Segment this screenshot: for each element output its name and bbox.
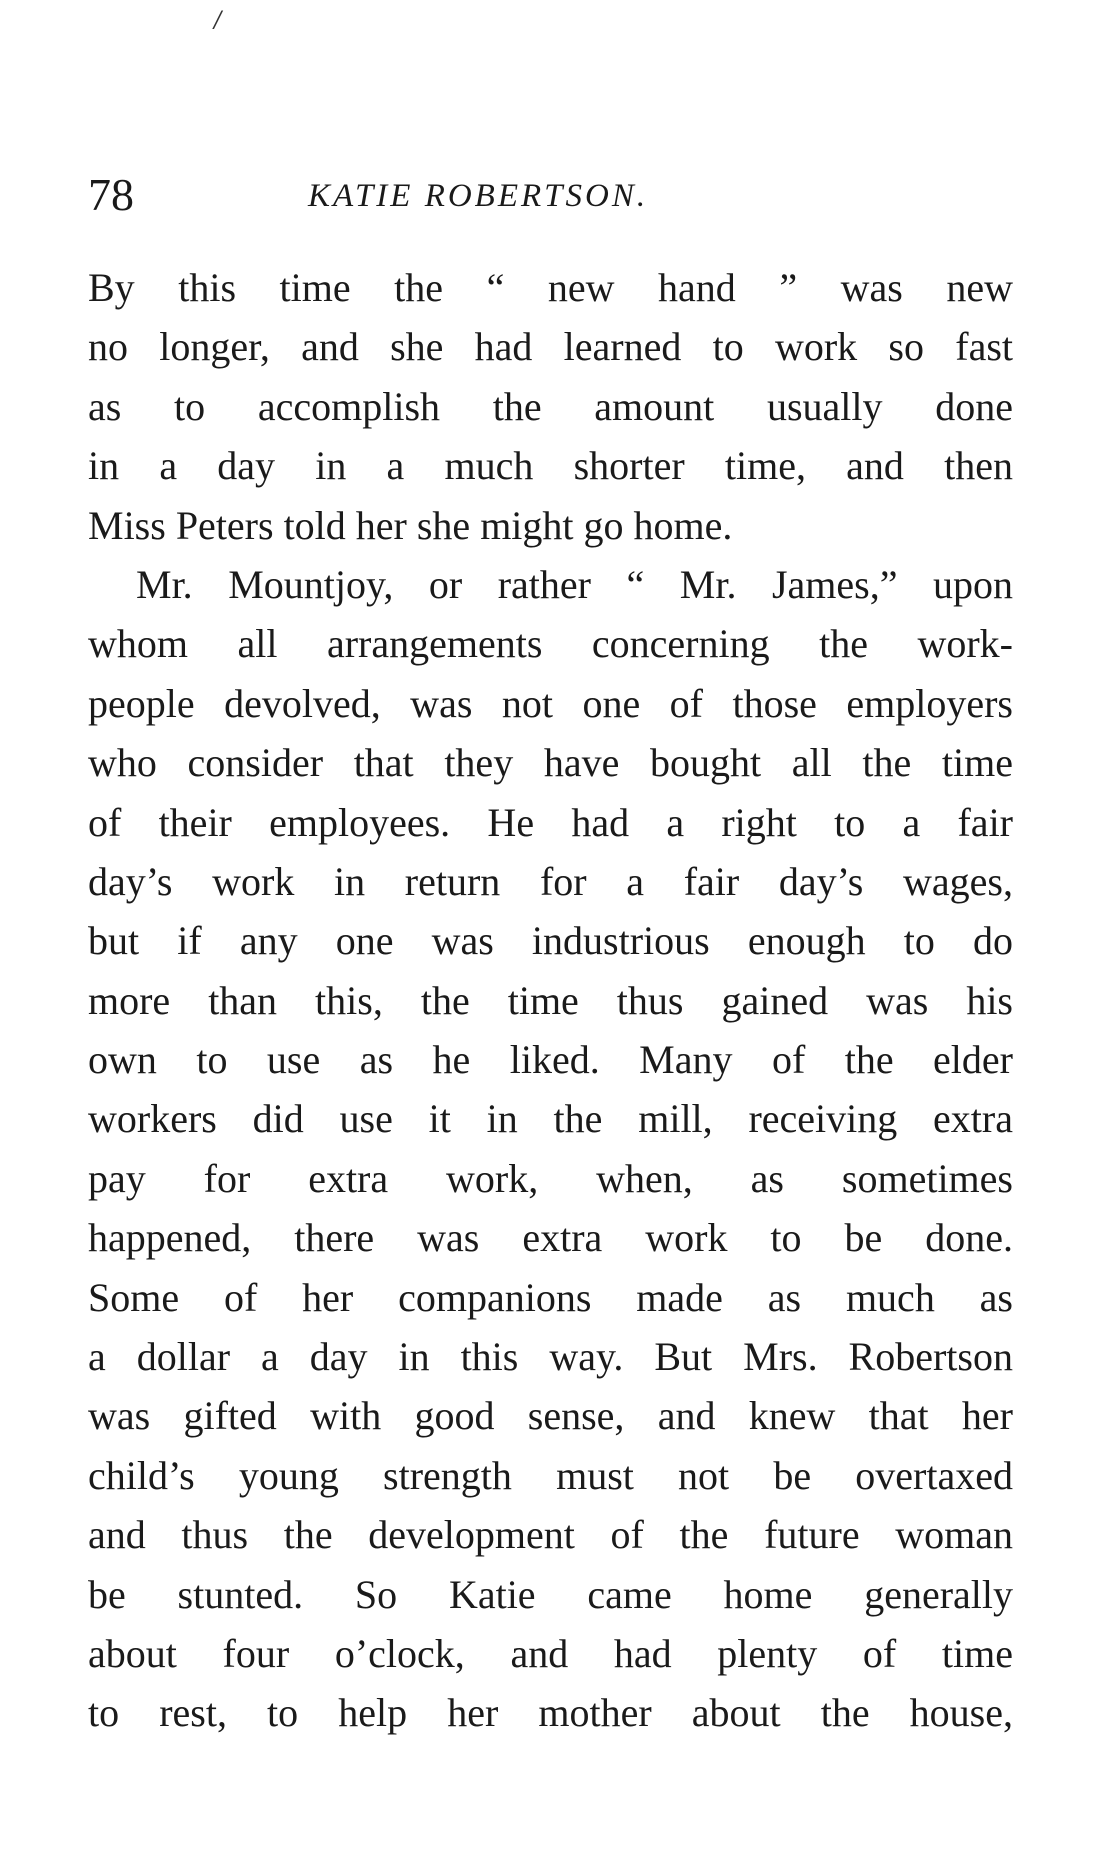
text-line: as to accomplish the amount usually done [88,383,1013,429]
text-line: Some of her companions made as much as [88,1274,1013,1320]
text-line: of their employees. He had a right to a fair [88,799,1013,845]
text-line: in a day in a much shorter time, and then [88,443,1013,489]
text-line: was gifted with good sense, and knew that her [88,1393,1013,1439]
running-title: KATIE ROBERTSON. [308,178,649,214]
running-head [88,165,1018,225]
text-line: Miss Peters told her she might go home. [88,502,733,548]
text-line: no longer, and she had learned to work so fast [88,324,1013,370]
text-line: happened, there was extra work to be done. [88,1215,1013,1261]
text-line: people devolved, was not one of those employers [88,680,1013,726]
text-line: workers did use it in the mill, receiving extra [88,1096,1013,1142]
text-line: more than this, the time thus gained was his [88,977,1013,1023]
text-line: day’s work in return for a fair day’s wages, [88,858,1013,904]
page-number: 78 [88,169,134,220]
text-line: about four o’clock, and had plenty of time [88,1630,1013,1676]
text-line: and thus the development of the future woman [88,1512,1013,1558]
body-text [88,258,1013,1743]
stray-mark: / [214,8,222,33]
text-line: pay for extra work, when, as sometimes [88,1155,1013,1201]
text-line: be stunted. So Katie came home generally [88,1571,1013,1617]
text-line: By this time the “ new hand ” was new [88,265,1013,310]
paragraph-1 [88,258,1013,555]
text-line: a dollar a day in this way. But Mrs. Robertson [88,1334,1013,1380]
text-line: own to use as he liked. Many of the elder [88,1037,1013,1083]
paragraph-2 [88,555,1013,1743]
text-line: Mr. Mountjoy, or rather “ Mr. James,” upon [136,561,1013,607]
text-line: to rest, to help her mother about the house, [88,1690,1013,1736]
text-line: child’s young strength must not be overtaxed [88,1452,1013,1498]
text-line: but if any one was industrious enough to do [88,918,1013,964]
text-line: who consider that they have bought all the time [88,740,1013,786]
text-line: whom all arrangements concerning the work- [88,621,1013,667]
